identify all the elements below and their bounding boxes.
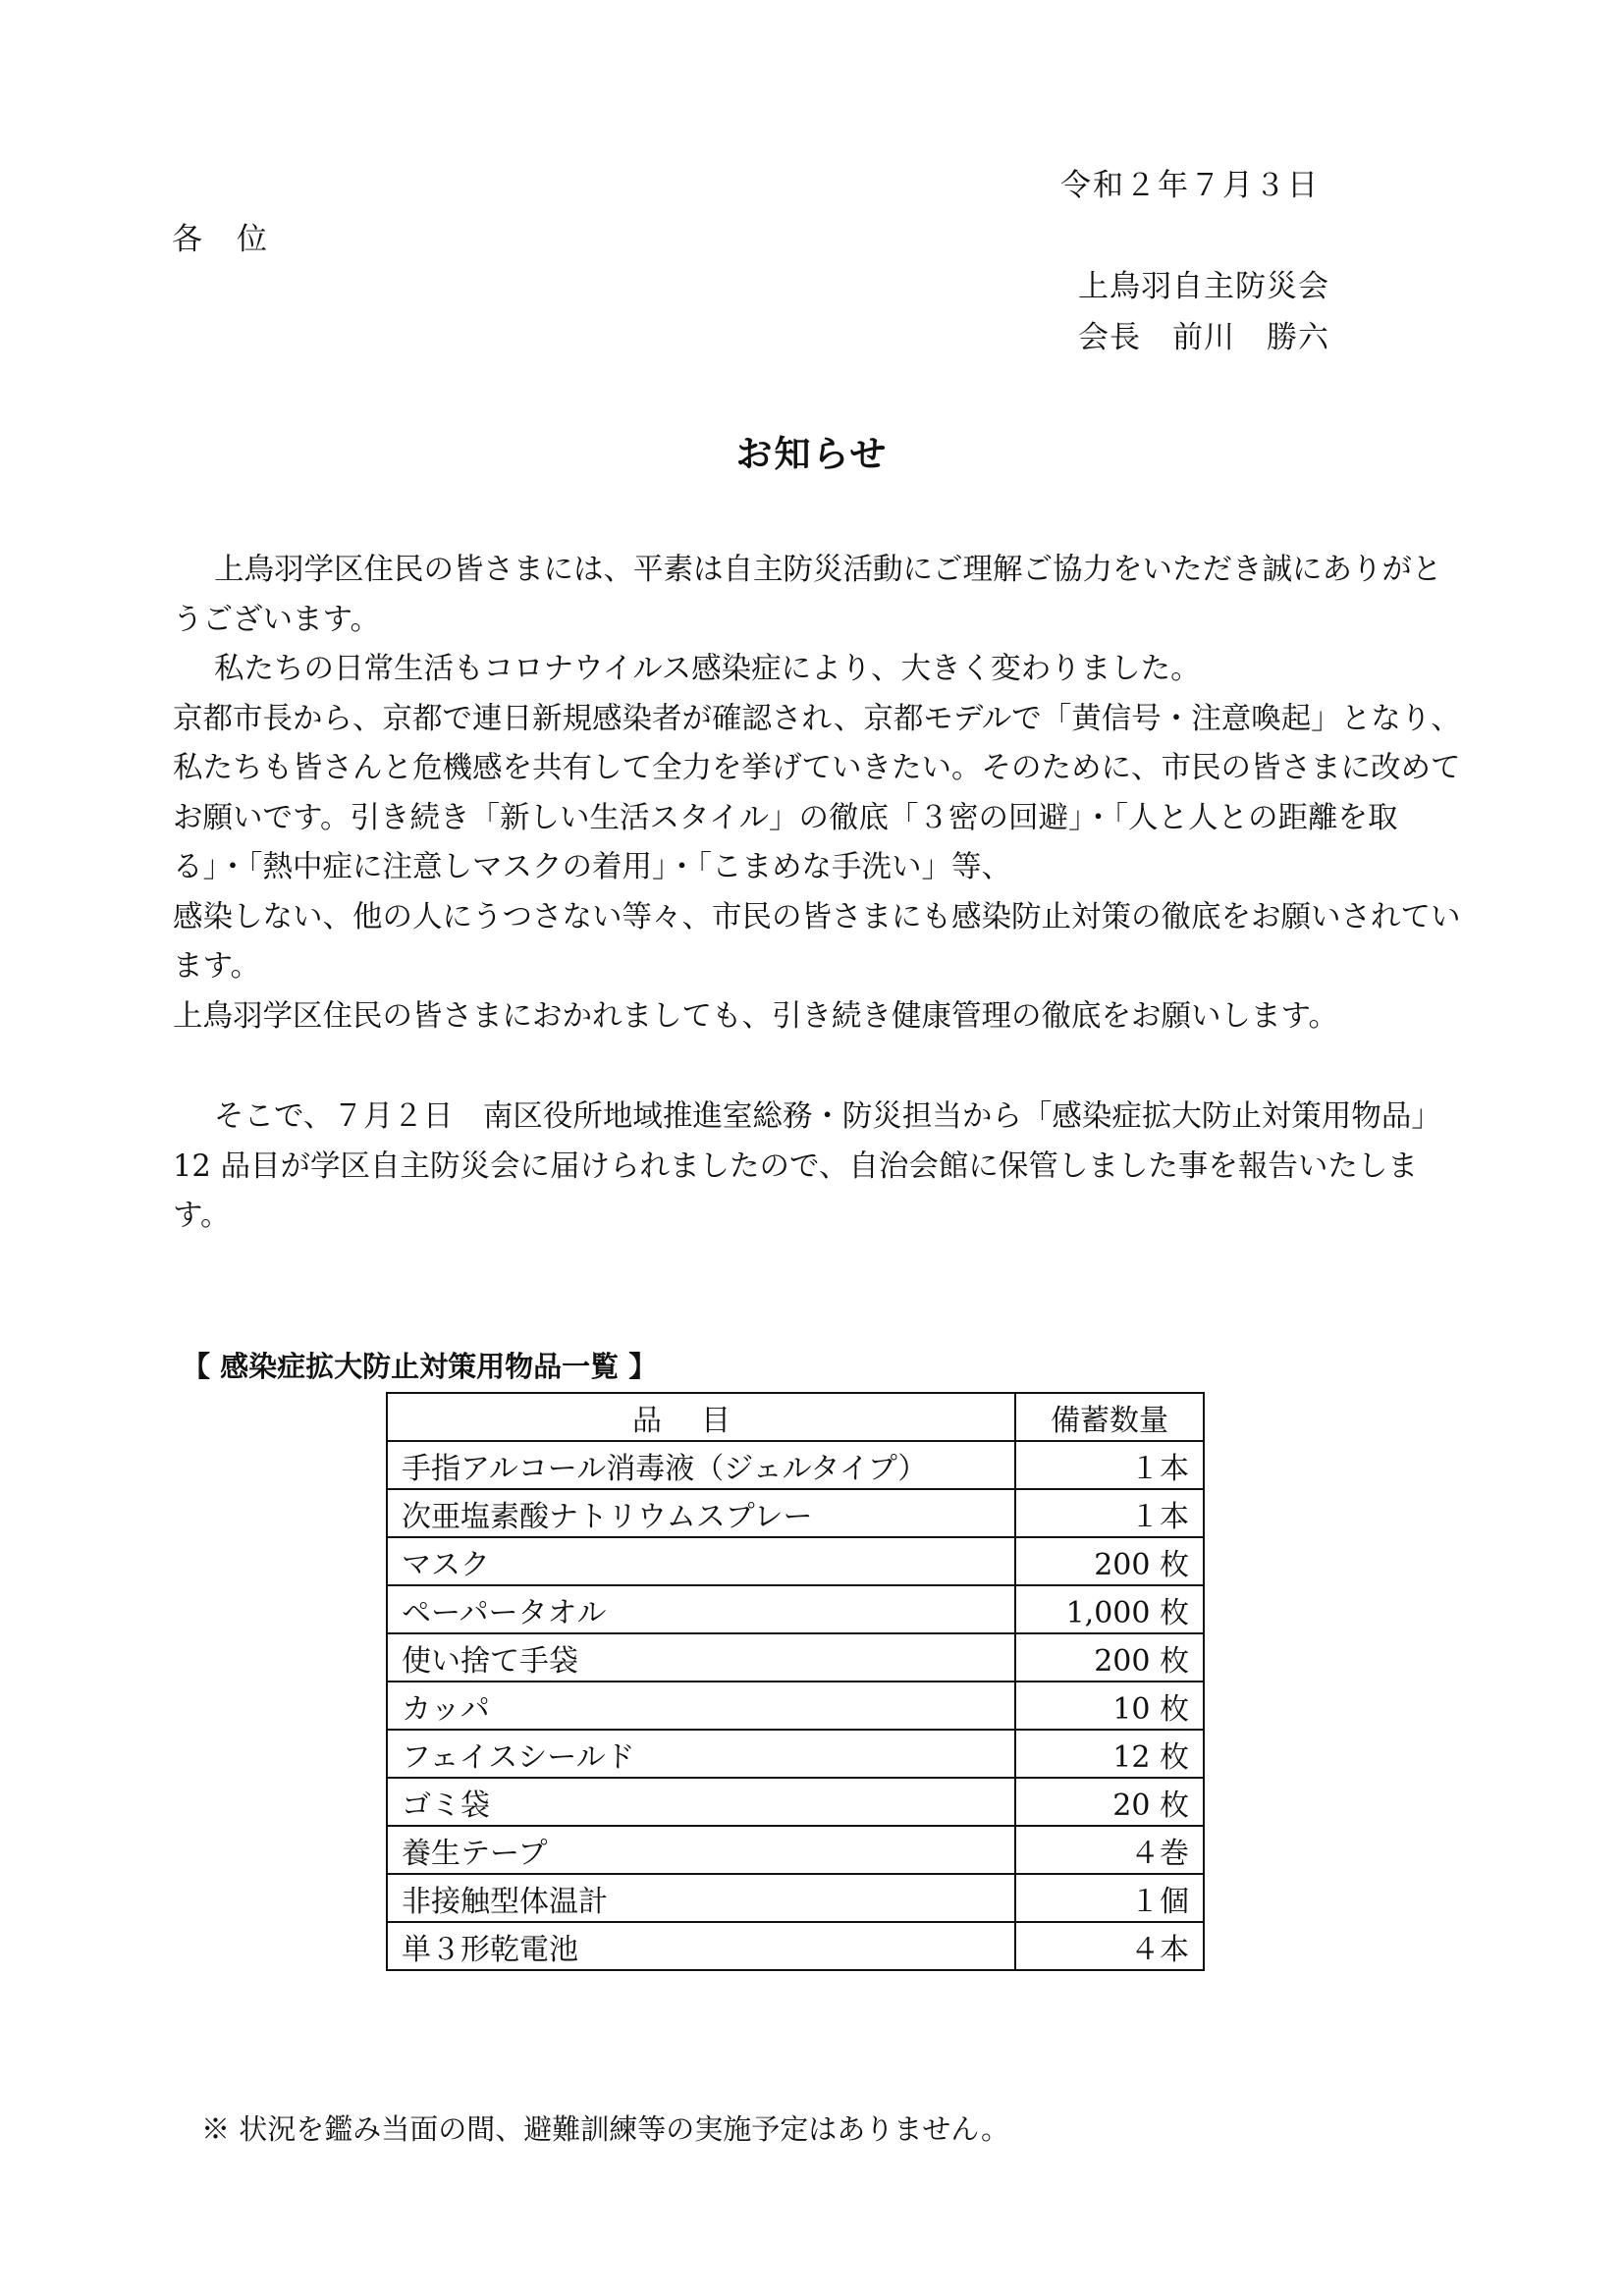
notice-date: 令和２年７月３日 [1060, 168, 1320, 203]
paragraph-health-management: 上鳥羽学区住民の皆さまにおかれましても、引き続き健康管理の徹底をお願いします。 [173, 998, 1339, 1034]
item-name: ゴミ袋 [387, 1778, 1015, 1826]
supplies-table [386, 1392, 1205, 1971]
table-row [387, 1778, 1204, 1826]
header-item: 品目 [387, 1393, 1015, 1441]
table-row [387, 1922, 1204, 1970]
item-name: ペーパータオル [387, 1585, 1015, 1633]
item-name: 次亜塩素酸ナトリウムスプレー [387, 1489, 1015, 1537]
paragraph-greeting: 上鳥羽学区住民の皆さまには、平素は自主防災活動にご理解ご協力をいただき誠にありがとうございます。 [173, 553, 1442, 637]
sender-organization: 上鳥羽自主防災会 [1078, 269, 1329, 304]
item-quantity: １本 [1015, 1489, 1204, 1537]
table-row [387, 1730, 1204, 1778]
table-header-row [387, 1393, 1204, 1441]
notice-body [173, 546, 1469, 1242]
table-row [387, 1489, 1204, 1537]
item-quantity: 1,000 枚 [1015, 1585, 1204, 1633]
paragraph-life-change: 私たちの日常生活もコロナウイルス感染症により、大きく変わりました。 [214, 652, 1201, 686]
item-name: カッパ [387, 1682, 1015, 1730]
table-row [387, 1874, 1204, 1922]
sender-chair: 会長 前川 勝六 [1078, 320, 1329, 355]
footnote: ※ 状況を鑑み当面の間、避難訓練等の実施予定はありません。 [201, 2112, 1009, 2146]
table-row [387, 1682, 1204, 1730]
table-row [387, 1585, 1204, 1633]
item-name: フェイスシールド [387, 1730, 1015, 1778]
table-row [387, 1441, 1204, 1489]
item-quantity: 200 枚 [1015, 1537, 1204, 1585]
item-quantity: １個 [1015, 1874, 1204, 1922]
item-quantity: １本 [1015, 1441, 1204, 1489]
table-row [387, 1633, 1204, 1682]
item-name: マスク [387, 1537, 1015, 1585]
item-name: 非接触型体温計 [387, 1874, 1015, 1922]
item-quantity: ４巻 [1015, 1826, 1204, 1874]
table-row [387, 1537, 1204, 1585]
item-name: 単３形乾電池 [387, 1922, 1015, 1970]
item-quantity: 12 枚 [1015, 1730, 1204, 1778]
addressee: 各 位 [172, 222, 269, 257]
table-row [387, 1826, 1204, 1874]
item-quantity: 20 枚 [1015, 1778, 1204, 1826]
item-name: 手指アルコール消毒液（ジェルタイプ） [387, 1441, 1015, 1489]
table-heading: 【 感染症拡大防止対策用物品一覧 】 [182, 1350, 658, 1383]
paragraph-mayor-request: 京都市長から、京都で連日新規感染者が確認され、京都モデルで「黄信号・注意喚起」となり、私たちも皆さんと危機感を共有して全力を挙げていきたい。そのために、市民の皆さまに改めてお願いです。引き続き「新しい生活スタイル」の徹底「３密の回避」・「人と人との距離を取る」・「熱中症に注意しマスクの着用」・「こまめな手洗い」等、 [173, 701, 1461, 884]
item-quantity: ４本 [1015, 1922, 1204, 1970]
item-quantity: 200 枚 [1015, 1633, 1204, 1682]
header-quantity: 備蓄数量 [1015, 1393, 1204, 1441]
paragraph-infection-prevention: 感染しない、他の人にうつさない等々、市民の皆さまにも感染防止対策の徹底をお願いされています。 [173, 899, 1461, 984]
item-name: 養生テープ [387, 1826, 1015, 1874]
paragraph-report: そこで、７月２日 南区役所地域推進室総務・防災担当から「感染症拡大防止対策用物品」12 品目が学区自主防災会に届けられましたので、自治会館に保管しました事を報告いたします。 [173, 1099, 1441, 1233]
page-title: お知らせ [735, 432, 889, 475]
item-name: 使い捨て手袋 [387, 1633, 1015, 1682]
item-quantity: 10 枚 [1015, 1682, 1204, 1730]
